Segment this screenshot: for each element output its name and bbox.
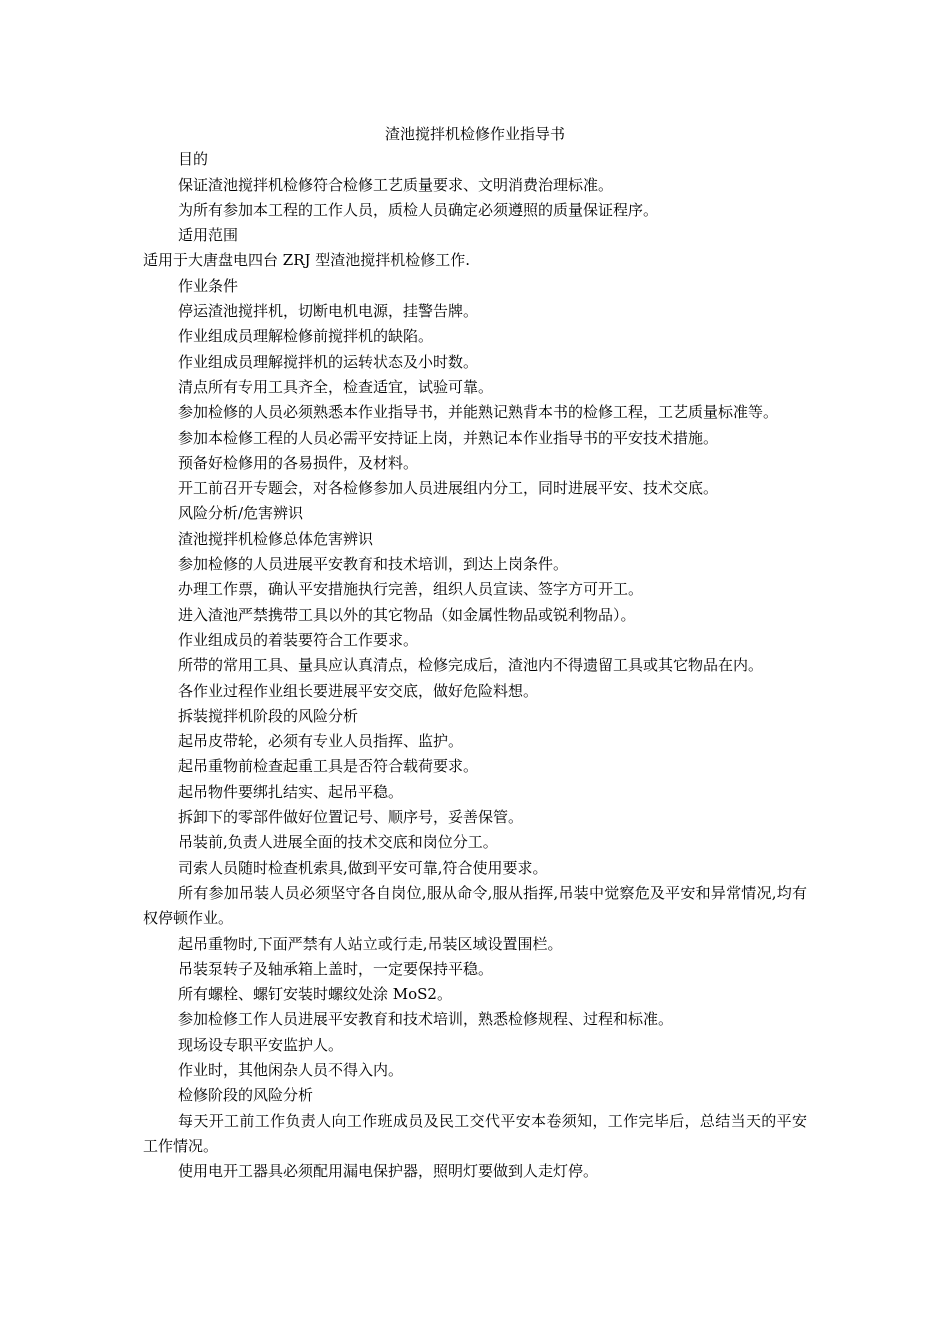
paragraph: 检修阶段的风险分析 — [178, 1086, 314, 1105]
paragraph: 吊装前,负责人进展全面的技术交底和岗位分工。 — [178, 833, 498, 852]
paragraph: 所有参加吊装人员必须坚守各自岗位,服从命令,服从指挥,吊装中觉察危及平安和异常情况,均有权停顿作业。 — [143, 883, 807, 928]
paragraph: 参加检修的人员进展平安教育和技术培训，到达上岗条件。 — [178, 555, 569, 574]
paragraph: 起吊皮带轮，必须有专业人员指挥、监护。 — [178, 732, 464, 751]
paragraph: 参加本检修工程的人员必需平安持证上岗，并熟记本作业指导书的平安技术措施。 — [178, 428, 719, 447]
paragraph: 起吊物件要绑扎结实、起吊平稳。 — [178, 782, 404, 801]
paragraph: 作业组成员理解检修前搅拌机的缺陷。 — [178, 327, 434, 346]
paragraph: 作业条件 — [178, 276, 239, 295]
document-body — [143, 147, 807, 1184]
document-page — [143, 122, 807, 1184]
paragraph: 预备好检修用的各易损件，及材料。 — [178, 453, 419, 472]
paragraph: 为所有参加本工程的工作人员，质检人员确定必须遵照的质量保证程序。 — [178, 200, 659, 219]
paragraph: 参加检修的人员必须熟悉本作业指导书，并能熟记熟背本书的检修工程，工艺质量标准等。 — [178, 403, 779, 422]
paragraph: 办理工作票，确认平安措施执行完善，组织人员宣读、签字方可开工。 — [178, 580, 644, 599]
paragraph: 停运渣池搅拌机，切断电机电源，挂警告牌。 — [178, 302, 479, 321]
paragraph: 现场设专职平安监护人。 — [178, 1035, 344, 1054]
paragraph: 适用于大唐盘电四台 ZRJ 型渣池搅拌机检修工作. — [143, 251, 471, 270]
paragraph: 起吊重物时,下面严禁有人站立或行走,吊装区域设置围栏。 — [178, 934, 563, 953]
paragraph: 参加检修工作人员进展平安教育和技术培训，熟悉检修规程、过程和标准。 — [178, 1010, 674, 1029]
paragraph: 开工前召开专题会，对各检修参加人员进展组内分工，同时进展平安、技术交底。 — [178, 479, 719, 498]
paragraph: 作业时，其他闲杂人员不得入内。 — [178, 1060, 404, 1079]
paragraph: 起吊重物前检查起重工具是否符合载荷要求。 — [178, 757, 479, 776]
paragraph: 作业组成员的着装要符合工作要求。 — [178, 630, 419, 649]
paragraph: 目的 — [178, 150, 209, 169]
paragraph: 各作业过程作业组长要进展平安交底，做好危险料想。 — [178, 681, 539, 700]
paragraph: 清点所有专用工具齐全，检查适宜，试验可靠。 — [178, 377, 494, 396]
paragraph: 风险分析/危害辨识 — [178, 504, 304, 523]
paragraph: 所有螺栓、螺钉安装时螺纹处涂 MoS2。 — [178, 985, 452, 1004]
paragraph: 保证渣池搅拌机检修符合检修工艺质量要求、文明消费治理标准。 — [178, 175, 614, 194]
paragraph: 吊装泵转子及轴承箱上盖时，一定要保持平稳。 — [178, 959, 494, 978]
paragraph: 每天开工前工作负责人向工作班成员及民工交代平安本卷须知，工作完毕后，总结当天的平安工作情况。 — [143, 1111, 807, 1155]
paragraph: 适用范围 — [178, 226, 239, 245]
paragraph: 司索人员随时检查机索具,做到平安可靠,符合使用要求。 — [178, 858, 548, 877]
paragraph: 作业组成员理解搅拌机的运转状态及小时数。 — [178, 352, 479, 371]
paragraph: 所带的常用工具、量具应认真清点，检修完成后，渣池内不得遗留工具或其它物品在内。 — [178, 656, 764, 675]
paragraph: 使用电开工器具必须配用漏电保护器，照明灯要做到人走灯停。 — [178, 1162, 599, 1181]
paragraph: 进入渣池严禁携带工具以外的其它物品（如金属性物品或锐利物品）。 — [178, 605, 636, 624]
paragraph: 拆装搅拌机阶段的风险分析 — [178, 706, 359, 725]
paragraph: 渣池搅拌机检修总体危害辨识 — [178, 529, 374, 548]
paragraph: 拆卸下的零部件做好位置记号、顺序号，妥善保管。 — [178, 808, 524, 827]
document-title: 渣池搅拌机检修作业指导书 — [384, 125, 565, 143]
